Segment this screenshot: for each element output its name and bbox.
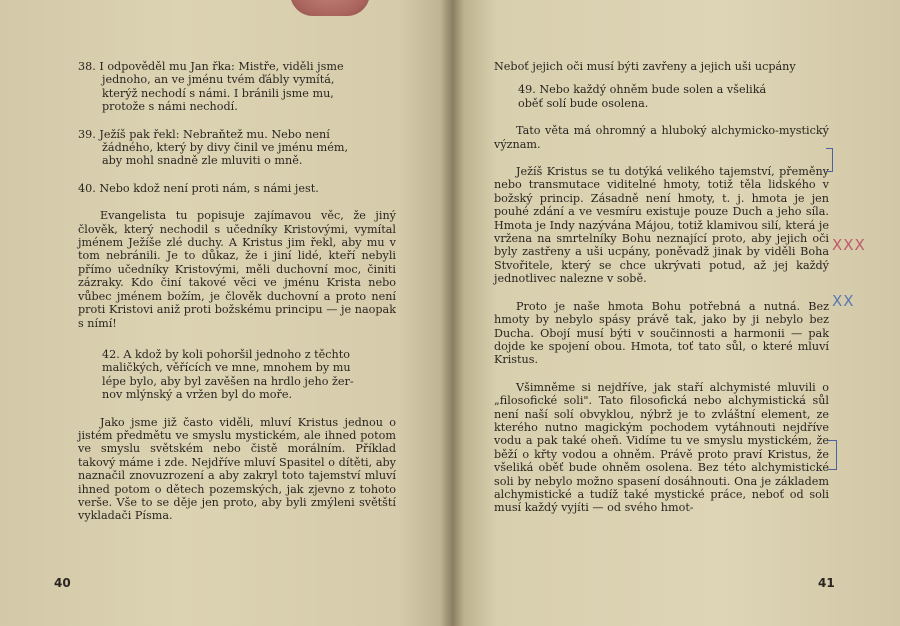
verse-line: 40. Nebo kdož není proti nám, s námi jest. (78, 181, 319, 195)
verse-40 (78, 182, 396, 195)
verse-line: maličkých, věřících ve mne, mnohem by mu (102, 361, 351, 375)
verse-line: žádného, který by divy činil ve jménu mém, (102, 141, 349, 155)
paragraph-text: Tato věta má ohromný a hluboký alchymicko-mystický význam. (494, 124, 829, 151)
paragraph-text: Proto je naše hmota Bohu potřebná a nutná. Bez hmoty by nebylo spásy právě tak, jako by ji nebylo bez Ducha. Obojí musí býti v součinnosti a harmonii — pak dojde ke spojení obou. Hmota, toť tato sůl, o které mluví Kristus. (494, 299, 829, 367)
paragraph-text: Evangelista tu popisuje zajímavou věc, že jiný člověk, který nechodil s učedníky Kristovými, vymítal jménem Ježíše zlé duchy. A Kristus jim řekl, aby mu v tom nebránili. Je to důkaz, že i jiní lidé, kteří nebyli přímo učedníky Kristovými, měli duchovní moc, činiti zázraky. Kdo činí takové věci ve jménu Krista nebo vůbec jménem božím, je člověk duchovní a proto není proti Kristovi aniž proti božskému principu — je naopak s nímí! (78, 209, 396, 330)
page-number: 40 (54, 576, 71, 590)
verse-42 (78, 348, 396, 402)
commentary-paragraph-1 (78, 209, 396, 330)
commentary-paragraph-4 (494, 381, 829, 515)
right-column (494, 60, 829, 529)
commentary-paragraph-1 (494, 124, 829, 151)
opening-text (494, 60, 829, 73)
verse-line: aby mohl snadně zle mluviti o mně. (102, 154, 303, 168)
commentary-paragraph-3 (494, 300, 829, 367)
verse-line: lépe bylo, aby byl zavěšen na hrdlo jeho žer- (102, 374, 354, 388)
paragraph-text: Všimněme si nejdříve, jak staří alchymisté mluvili o „filosofické soli". Tato filosofická nebo alchymistická sůl není naší solí obvyklou, nýbrž je to zvláštní element, ze kterého nutno magickým pochodem vytáhnouti nejdříve vodu a pak také oheň. Vidíme tu ve smyslu mystickém, že běží o křty vodou a ohněm. Právě proto praví Kristus, že všeliká oběť bude ohněm osolena. Bez této alchymistické soli by nebylo možno spasení dosáhnouti. Ona je základem alchymistické a tudíž také mystické práce, neboť od soli musí každý vyjíti — od svého hmot- (494, 380, 829, 515)
page-number: 41 (818, 576, 835, 590)
book-gutter (440, 0, 464, 626)
verse-line: 42. A kdož by koli pohoršil jednoho z těchto (102, 347, 350, 361)
finger-shadow (290, 0, 370, 16)
paragraph-text: Neboť jejich oči musí býti zavřeny a jejich uši ucpány (494, 60, 796, 73)
verse-line: 39. Ježíš pak řekl: Nebraňtež mu. Nebo není (78, 127, 330, 141)
verse-39 (78, 128, 396, 168)
verse-line: oběť solí bude osolena. (518, 96, 649, 110)
paragraph-text: Jako jsme již často viděli, mluví Kristus jednou o jistém předmětu ve smyslu mystickém, ale ihned potom ve smyslu světském nebo čistě morálním. Příklad takový máme i zde. Nejdříve mluví Spasitel o dítěti, aby naznačil znovuzrození a aby zakryl toto tajemství mluví ihned potom o dětech pozemských, jak zjevno z tohoto verše. Vše to se děje jen proto, aby byli zmýleni světští vykladači Písma. (78, 415, 396, 523)
paragraph-text: Ježíš Kristus se tu dotýká velikého tajemství, přeměny nebo transmutace viditelné hmoty, totiž těla lidského v božský princip. Zásadně není hmoty, t. j. hmota je jen pouhé zdání a ve vesmíru existuje pouze Duch a jeho síla. Hmota je Indy nazývána Májou, totiž klamivou silí, která je vržena na smrtelníky Bohu neznající proto, aby jejich oči byly zastřeny a uši ucpány, poněvadž jinak by viděli Boha Stvořitele, který se chce ukrývati potud, až jej každý jednotlivec nalezne v sobě. (494, 165, 829, 286)
commentary-paragraph-2 (494, 165, 829, 286)
verse-line: protože s námi nechodí. (102, 100, 238, 114)
verse-line: 38. I odpověděl mu Jan řka: Mistře, viděli jsme (78, 60, 344, 73)
verse-line: kterýž nechodí s námi. I bránili jsme mu, (102, 86, 334, 100)
margin-bracket (826, 148, 833, 172)
verse-line: nov mlýnský a vržen byl do moře. (102, 388, 293, 402)
left-column (78, 60, 396, 537)
red-margin-mark: XXX (832, 236, 866, 254)
commentary-paragraph-2 (78, 416, 396, 523)
verse-line: 49. Nebo každý ohněm bude solen a všeliká (518, 83, 767, 97)
verse-line: jednoho, an ve jménu tvém ďábly vymítá, (102, 73, 335, 87)
blue-margin-mark: XX (832, 292, 855, 310)
margin-bracket (828, 440, 837, 470)
verse-49 (494, 83, 829, 110)
verse-38 (78, 60, 396, 114)
